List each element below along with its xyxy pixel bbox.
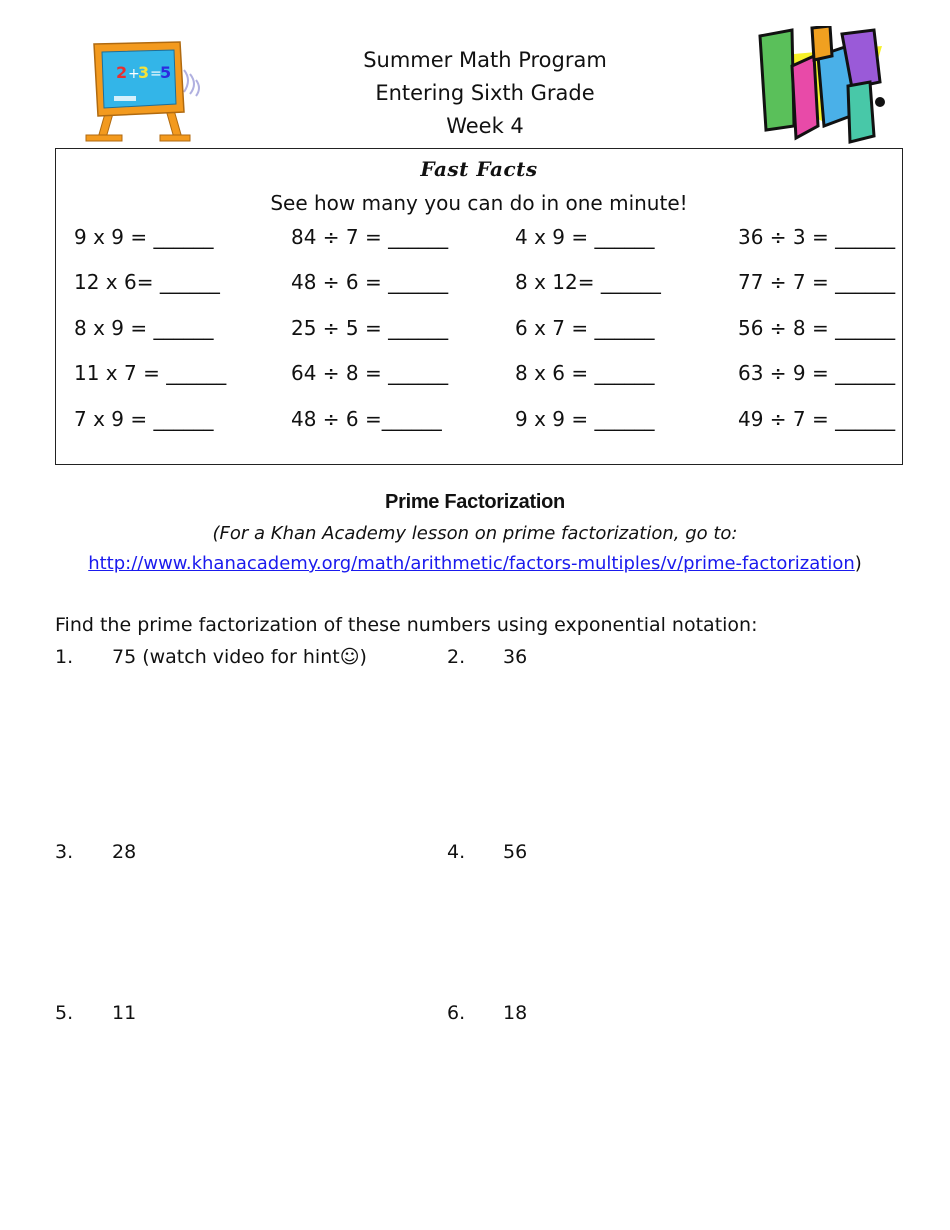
fact-item: 11 x 7 = ______ bbox=[74, 361, 227, 385]
fact-item: 8 x 12= ______ bbox=[515, 270, 661, 294]
khan-academy-link[interactable]: http://www.khanacademy.org/math/arithmetic/factors-multiples/v/prime-factorization bbox=[88, 553, 855, 574]
khan-link-line bbox=[0, 553, 950, 574]
fact-item: 12 x 6= ______ bbox=[74, 270, 220, 294]
problem-text: 11 bbox=[112, 1002, 137, 1024]
fact-item: 9 x 9 = ______ bbox=[515, 407, 655, 431]
fact-item: 63 ÷ 9 = ______ bbox=[738, 361, 896, 385]
fact-item: 36 ÷ 3 = ______ bbox=[738, 225, 896, 249]
fact-item: 48 ÷ 6 =______ bbox=[291, 407, 442, 431]
link-close-paren: ) bbox=[854, 553, 862, 574]
fact-item: 6 x 7 = ______ bbox=[515, 316, 655, 340]
fact-item: 56 ÷ 8 = ______ bbox=[738, 316, 896, 340]
svg-text:=: = bbox=[150, 66, 162, 82]
chalkboard-clipart bbox=[80, 40, 210, 145]
page-header bbox=[300, 44, 670, 143]
fact-item: 8 x 6 = ______ bbox=[515, 361, 655, 385]
problem-number: 4. bbox=[447, 841, 466, 863]
problem-number: 3. bbox=[55, 841, 74, 863]
problem-number: 1. bbox=[55, 646, 74, 668]
fact-item: 49 ÷ 7 = ______ bbox=[738, 407, 896, 431]
fact-item: 7 x 9 = ______ bbox=[74, 407, 214, 431]
fact-item: 77 ÷ 7 = ______ bbox=[738, 270, 896, 294]
khan-academy-note: (For a Khan Academy lesson on prime factorization, go to: bbox=[212, 523, 738, 544]
problem-text: 36 bbox=[503, 646, 528, 668]
instructions: Find the prime factorization of these numbers using exponential notation: bbox=[55, 614, 758, 636]
header-program: Summer Math Program bbox=[363, 48, 607, 72]
svg-text:+: + bbox=[128, 66, 140, 82]
problem-number: 6. bbox=[447, 1002, 466, 1024]
prime-factorization-title: Prime Factorization bbox=[385, 491, 565, 513]
fast-facts-title: Fast Facts bbox=[420, 157, 538, 181]
problem-number: 2. bbox=[447, 646, 466, 668]
board-digit-1: 2 bbox=[116, 63, 128, 82]
numbers-clipart bbox=[752, 26, 892, 151]
board-digit-2: 3 bbox=[138, 63, 150, 82]
header-grade: Entering Sixth Grade bbox=[375, 81, 595, 105]
fact-item: 8 x 9 = ______ bbox=[74, 316, 214, 340]
problem-text: 18 bbox=[503, 1002, 528, 1024]
problem-text: 75 (watch video for hint☺) bbox=[112, 646, 367, 668]
fact-item: 25 ÷ 5 = ______ bbox=[291, 316, 449, 340]
problem-number: 5. bbox=[55, 1002, 74, 1024]
fast-facts-subtitle: See how many you can do in one minute! bbox=[270, 191, 688, 215]
problem-text: 28 bbox=[112, 841, 137, 863]
problem-text: 56 bbox=[503, 841, 528, 863]
fact-item: 84 ÷ 7 = ______ bbox=[291, 225, 449, 249]
fact-item: 48 ÷ 6 = ______ bbox=[291, 270, 449, 294]
header-week: Week 4 bbox=[446, 114, 524, 138]
fast-facts-box bbox=[55, 148, 903, 465]
fact-item: 9 x 9 = ______ bbox=[74, 225, 214, 249]
fact-item: 64 ÷ 8 = ______ bbox=[291, 361, 449, 385]
board-digit-3: 5 bbox=[160, 63, 172, 82]
fact-item: 4 x 9 = ______ bbox=[515, 225, 655, 249]
